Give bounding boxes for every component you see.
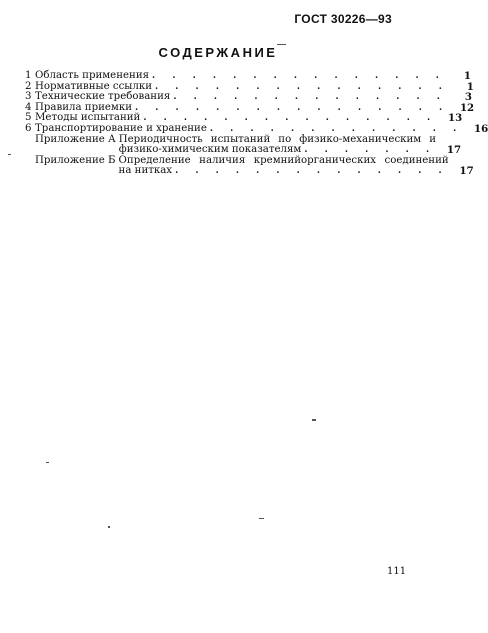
toc-leader-dots: . . . . . . . . . . . . . . . xyxy=(143,113,438,124)
toc-entry-page: 17 xyxy=(446,144,462,157)
scan-speck xyxy=(312,419,316,421)
toc-leader-dots: . . . . . . . xyxy=(304,145,437,156)
toc-entry-page: 13 xyxy=(448,112,463,125)
toc-entry-page: 3 xyxy=(464,91,472,104)
toc-leader-dots: . . . . . . . . . . . . . . . . xyxy=(135,102,450,113)
toc-entry-number: 5 xyxy=(25,112,32,124)
toc-entry-number: 2 xyxy=(25,80,32,92)
toc-entry-label: Методы испытаний xyxy=(35,112,141,124)
appendix-title-line1: Определение наличия кремнийорганических соединений xyxy=(118,154,449,166)
toc-entry-label: Транспортирование и хранение xyxy=(35,122,207,134)
table-of-contents xyxy=(25,70,488,178)
toc-appendix-a[interactable] xyxy=(35,133,462,157)
toc-leader-dots: . . . . . . . . . . . . . . . xyxy=(155,81,449,92)
toc-leader-dots: . . . . . . . . . . . . . . . xyxy=(152,71,446,81)
appendix-prefix: Приложение А xyxy=(35,133,116,145)
toc-entry-number: 6 xyxy=(25,122,32,134)
scan-speck xyxy=(259,518,264,519)
toc-entry-page: 1 xyxy=(463,70,471,82)
appendix-prefix: Приложение Б xyxy=(35,154,116,166)
toc-entry-page: 17 xyxy=(459,165,474,178)
toc-leader-dots: . . . . . . . . . . . . . . xyxy=(173,92,447,103)
scan-speck xyxy=(277,44,286,45)
toc-leader-dots: . . . . . . . . . . . . . xyxy=(209,123,464,134)
toc-entry-label: Технические требования xyxy=(35,91,171,103)
toc-entry-page: 16 xyxy=(474,122,488,135)
toc-title: СОДЕРЖАНИЕ xyxy=(158,45,278,60)
toc-entry-6[interactable] xyxy=(25,122,488,135)
toc-entry-label: Область применения xyxy=(35,70,150,81)
scan-speck xyxy=(8,154,11,155)
toc-leader-dots: . . . . . . . . . . . . . . xyxy=(175,166,449,177)
toc-entry-1[interactable] xyxy=(25,70,471,82)
toc-entry-number: 1 xyxy=(25,70,32,81)
page-number: 111 xyxy=(387,566,407,577)
toc-entry-number: 3 xyxy=(25,91,32,103)
toc-entry-number: 4 xyxy=(25,101,32,113)
appendix-title-line2: на нитках xyxy=(118,165,173,177)
appendix-title-line2: физико-химическим показателям xyxy=(118,144,302,156)
toc-entry-page: 12 xyxy=(459,101,475,114)
scan-speck xyxy=(46,462,49,463)
appendix-title-line1: Периодичность испытаний по физико-механическим и xyxy=(118,133,437,145)
toc-appendix-b[interactable] xyxy=(35,154,474,178)
toc-entry-page: 1 xyxy=(466,80,474,93)
standard-number: ГОСТ 30226—93 xyxy=(294,12,392,26)
scan-speck xyxy=(108,526,110,528)
toc-entry-label: Правила приемки xyxy=(35,101,133,113)
toc-entry-label: Нормативные ссылки xyxy=(35,80,153,92)
